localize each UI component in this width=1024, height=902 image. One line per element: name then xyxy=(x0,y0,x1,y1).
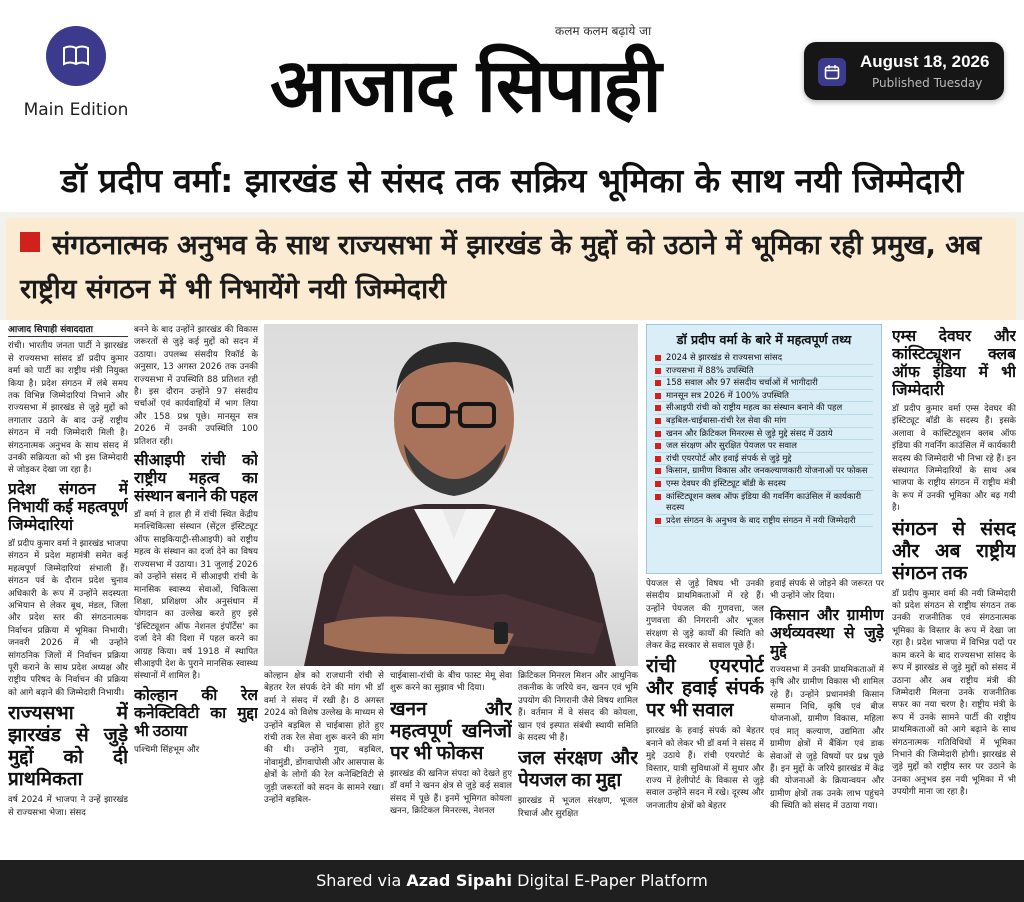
paragraph: वर्ष 2024 में भाजपा ने उन्हें झारखंड से राज्यसभा भेजा। संसद xyxy=(8,795,128,818)
byline: आजाद सिपाही संवाददाता xyxy=(8,324,128,337)
subheading: किसान और ग्रामीण अर्थव्यवस्था से जुड़े मुद्दे xyxy=(770,606,884,660)
fact-item: बड़बिल-चाईबासा-रांची रेल सेवा की मांग xyxy=(655,415,873,428)
fact-item: एम्स देवघर की इंस्टिट्यूट बॉडी के सदस्य xyxy=(655,478,873,491)
paragraph: झारखंड के हवाई संपर्क को बेहतर बनाने को लेकर भी डॉ वर्मा ने संसद में मुद्दे उठाये हैं। रांची एयरपोर्ट के विस्तार, यात्री सुविधाओं में सुधार और राज्य में हेलीपोर्ट के विकास से जुड़े सवाल उन्होंने सदन में रखे। दूरस्थ और जनजातीय क्षेत्रों को बेहतर xyxy=(646,726,764,811)
fact-item: रांची एयरपोर्ट और हवाई संपर्क से जुड़े मुद्दे xyxy=(655,453,873,466)
column-7 xyxy=(770,578,884,854)
paragraph: रांची। भारतीय जनता पार्टी ने झारखंड से राज्यसभा सांसद डॉ प्रदीप कुमार वर्मा को पार्टी का राष्ट्रीय मंत्री नियुक्त किया है। प्रदेश संगठन में लंबे समय तक विभिन्न जिम्मेदारियां निभाने और राज्यसभा में झारखंड से जुड़े मुद्दों को लगातार उठाने के बाद उन्हें राष्ट्रीय संगठन में नयी जिम्मेदारी मिली है। संगठनात्मक अनुभव के साथ संसद में उनकी सक्रियता को भी इस जिम्मेदारी से जोड़कर देखा जा रहा है। xyxy=(8,341,128,476)
column-5 xyxy=(518,670,638,854)
paragraph: पश्चिमी सिंहभूम और xyxy=(134,744,200,755)
masthead-tagline: कलम कलम बढ़ाये जा xyxy=(555,24,652,38)
calendar-icon xyxy=(818,58,846,86)
facts-list xyxy=(655,352,873,527)
fact-item: प्रदेश संगठन के अनुभव के बाद राष्ट्रीय संगठन में नयी जिम्मेदारी xyxy=(655,515,873,528)
paragraph: डॉ प्रदीप कुमार वर्मा ने झारखंड भाजपा संगठन में प्रदेश महामंत्री समेत कई महत्वपूर्ण जिम्मेदारियां संभाली हैं। संगठन पर्व के दौरान प्रदेश चुनाव अधिकारी के रूप में उन्होंने सदस्यता अभियान से लेकर बूथ, मंडल, जिला और प्रदेश स्तर की संगठनात्मक निर्वाचन प्रक्रिया में भूमिका निभायी। जनवरी 2026 में भी उन्होंने सांगठनिक जिलों में निर्वाचन प्रक्रिया पूरी कराने के साथ प्रदेश अध्यक्ष और राष्ट्रीय परिषद के निर्वाचन की प्रक्रिया को आगे बढ़ाने की जिम्मेदारी निभायी। xyxy=(8,538,128,698)
paragraph: डॉ वर्मा ने हाल ही में रांची स्थित केंद्रीय मनश्चिकित्सा संस्थान (सेंट्रल इंस्टिट्यूट ऑफ साइकियाट्री-सीआइपी) को राष्ट्रीय महत्व के संस्थान का दर्जा देने का विषय राज्यसभा में उठाया। 31 जुलाई 2026 को उन्होंने संसद में सीआइपी रांची के मानसिक स्वास्थ्य सेवाओं, चिकित्सा शिक्षा, प्रशिक्षण और अनुसंधान में योगदान का उल्लेख करते हुए इसे 'इंस्टिट्यूशन ऑफ नेशनल इंपॉर्टेंस' का दर्जा देने की दिशा में पहल करने का आग्रह किया। वर्ष 1918 में स्थापित सीआइपी देश के पुराने मानसिक स्वास्थ्य संस्थानों में शामिल है। xyxy=(134,510,258,682)
subheading: रांची एयरपोर्ट और हवाई संपर्क पर भी सवाल xyxy=(646,656,764,722)
subheading: जल संरक्षण और पेयजल का मुद्दा xyxy=(518,748,638,792)
paragraph: बनने के बाद उन्होंने झारखंड की विकास जरूरतों से जुड़े कई मुद्दों को सदन में उठाया। उपलब्ध संसदीय रिकॉर्ड के अनुसार, 13 अगस्त 2026 तक उनकी राज्यसभा में उपस्थिति 88 प्रतिशत रही है। इस दौरान उन्होंने 97 संसदीय चर्चाओं एवं कार्यवाहियों में भाग लिया और 158 प्रश्न पूछे। मानसून सत्र 2026 में उनकी उपस्थिति 100 प्रतिशत रही। xyxy=(134,325,258,447)
subheading: प्रदेश संगठन में निभायीं कई महत्वपूर्ण जिम्मेदारियां xyxy=(8,480,128,534)
subheading: कोल्हान की रेल कनेक्टिविटी का मुद्दा भी उठाया xyxy=(134,686,258,740)
fact-item: खनन और क्रिटिकल मिनरल्स से जुड़े मुद्दे संसद में उठाये xyxy=(655,428,873,441)
published-day: Published Tuesday xyxy=(872,76,983,90)
subheadline-box xyxy=(6,218,1016,320)
edition-selector[interactable] xyxy=(16,26,136,120)
fact-item: 2024 से झारखंड से राज्यसभा सांसद xyxy=(655,352,873,365)
book-open-icon[interactable] xyxy=(46,26,106,86)
header xyxy=(0,0,1024,150)
paragraph: डॉ प्रदीप कुमार वर्मा एम्स देवघर की इंस्टिट्यूट बॉडी के सदस्य हैं। इसके अलावा वे कांस्टिट्यूशन क्लब ऑफ इंडिया की गवर्निंग काउंसिल में कार्यकारी सदस्य की जिम्मेदारी भी निभा रहे हैं। इन संस्थागत जिम्मेदारियों के साथ अब भाजपा के राष्ट्रीय संगठन में राष्ट्रीय मंत्री के रूप में उनकी भूमिका और बढ़ गयी है। xyxy=(892,404,1016,514)
subheading: राज्यसभा में झारखंड से जुड़े मुद्दों को दी प्राथमिकता xyxy=(8,703,128,791)
footer-suffix: Digital E-Paper Platform xyxy=(517,871,708,890)
fact-item: मानसून सत्र 2026 में 100% उपस्थिति xyxy=(655,390,873,403)
column-6 xyxy=(646,578,764,854)
masthead xyxy=(270,20,750,130)
paragraph: चाईबासा-रांची के बीच फास्ट मेमू सेवा शुरू करने का सुझाव भी दिया। xyxy=(390,671,512,694)
fact-item: राज्यसभा में 88% उपस्थिति xyxy=(655,365,873,378)
masthead-title: आजाद सिपाही xyxy=(270,43,660,129)
fact-item: जल संरक्षण और सुरक्षित पेयजल पर सवाल xyxy=(655,440,873,453)
person-portrait-illustration xyxy=(264,324,638,666)
paragraph: डॉ प्रदीप कुमार वर्मा की नयी जिम्मेदारी को प्रदेश संगठन से राष्ट्रीय संगठन तक उनकी राजनीतिक एवं संगठनात्मक भूमिका के विस्तार के रूप में देखा जा रहा है। प्रदेश भाजपा में विभिन्न पदों पर काम करने के बाद राज्यसभा सांसद के रूप में झारखंड से जुड़े मुद्दों को संसद में उठाना और अब राष्ट्रीय मंत्री की जिम्मेदारी मिलना उनके राजनीतिक सफर का नया चरण है। राष्ट्रीय मंत्री के रूप में उनके सामने पार्टी की राष्ट्रीय प्राथमिकताओं को आगे बढ़ाने के साथ संगठनात्मक गतिविधियों में भूमिका निभाने की जिम्मेदारी होगी। झारखंड से जुड़े मुद्दों को राष्ट्रीय स्तर पर उठाने के उनका अनुभव इस नयी भूमिका में भी उपयोगी माना जा रहा है। xyxy=(892,588,1016,798)
date-text: August 18, 2026 xyxy=(860,52,990,71)
paragraph: क्रिटिकल मिनरल मिशन और आधुनिक तकनीक के जरिये वन, खनन एवं भूमि उपयोग की निगरानी जैसे विषय शामिल हैं। वर्तमान में वे संसद की कोयला, खान एवं इस्पात संबंधी स्थायी समिति के सदस्य भी हैं। xyxy=(518,671,638,744)
subheadline: संगठनात्मक अनुभव के साथ राज्यसभा में झारखंड के मुद्दों को उठाने में भूमिका रही प्रमुख, अब राष्ट्रीय संगठन में भी निभायेंगे नयी जिम्मेदारी xyxy=(20,230,982,305)
fact-item: किसान, ग्रामीण विकास और जनकल्याणकारी योजनाओं पर फोकस xyxy=(655,465,873,478)
column-8 xyxy=(892,324,1016,854)
column-1 xyxy=(8,324,128,854)
subheading: संगठन से संसद और अब राष्ट्रीय संगठन तक xyxy=(892,518,1016,584)
main-headline: डॉ प्रदीप वर्मा: झारखंड से संसद तक सक्रिय भूमिका के साथ नयी जिम्मेदारी xyxy=(0,150,1024,212)
red-square-bullet xyxy=(20,232,40,252)
footer-brand[interactable]: Azad Sipahi xyxy=(406,871,513,890)
subheading: सीआइपी रांची को राष्ट्रीय महत्व का संस्थान बनाने की पहल xyxy=(134,452,258,506)
column-3 xyxy=(264,670,384,854)
facts-box xyxy=(646,324,882,574)
portrait-photo xyxy=(264,324,638,666)
subheading: खनन और महत्वपूर्ण खनिजों पर भी फोकस xyxy=(390,698,512,764)
edition-label[interactable]: Main Edition xyxy=(23,100,129,120)
column-4 xyxy=(390,670,512,854)
paragraph: पेयजल से जुड़े विषय भी उनकी संसदीय प्राथमिकताओं में रहे हैं। उन्होंने पेयजल की गुणवत्ता, जल गुणवत्ता की निगरानी और भूजल संरक्षण से जुड़े कार्यों की स्थिति को लेकर केंद्र सरकार से सवाल पूछे हैं। xyxy=(646,579,764,652)
fact-item: कांस्टिट्यूशन क्लब ऑफ इंडिया की गवर्निंग काउंसिल में कार्यकारी सदस्य xyxy=(655,491,873,515)
fact-item: सीआइपी रांची को राष्ट्रीय महत्व का संस्थान बनाने की पहल xyxy=(655,402,873,415)
paragraph: हवाई संपर्क से जोड़ने की जरूरत पर भी उन्होंने जोर दिया। xyxy=(770,579,884,602)
fact-item: 158 सवाल और 97 संसदीय चर्चाओं में भागीदारी xyxy=(655,377,873,390)
paragraph: झारखंड की खनिज संपदा को देखते हुए डॉ वर्मा ने खनन क्षेत्र से जुड़े कई सवाल संसद में पूछे हैं। इनमें भूमिगत कोयला खनन, क्रिटिकल मिनरल्स, नेशनल xyxy=(390,768,512,817)
article-body xyxy=(0,320,1024,860)
column-2 xyxy=(134,324,258,854)
footer-prefix: Shared via xyxy=(316,871,402,890)
paragraph: झारखंड में भूजल संरक्षण, भूजल रिचार्ज और सुरक्षित xyxy=(518,796,638,819)
date-badge[interactable] xyxy=(804,42,1004,100)
paragraph: राज्यसभा में उनकी प्राथमिकताओं में कृषि और ग्रामीण विकास भी शामिल रहे हैं। उन्होंने प्रधानमंत्री किसान सम्मान निधि, कृषि एवं बीज योजनाओं, ग्रामीण विकास, महिला एवं मातृ कल्याण, उद्यमिता और ग्रामीण क्षेत्रों में बैंकिंग एवं डाक सेवाओं से जुड़े विषयों पर प्रश्न पूछे हैं। इन मुद्दों के जरिये झारखंड में केंद्र की योजनाओं के क्रियान्वयन और ग्रामीण क्षेत्रों तक उनके लाभ पहुंचने की स्थिति को संसद में उठाया गया। xyxy=(770,664,884,812)
footer-bar xyxy=(0,860,1024,902)
subheading: एम्स देवघर और कांस्टिट्यूशन क्लब ऑफ इंडिया में भी जिम्मेदारी xyxy=(892,328,1016,399)
facts-box-title: डॉ प्रदीप वर्मा के बारे में महत्वपूर्ण तथ्य xyxy=(676,332,852,347)
paragraph: कोल्हान क्षेत्र को राजधानी रांची से बेहतर रेल संपर्क देने की मांग भी डॉ वर्मा ने संसद में रखी है। 8 अगस्त 2024 को विशेष उल्लेख के माध्यम से उन्होंने बड़बिल से चाईबासा होते हुए रांची तक रेल सेवा शुरू करने की मांग की थी। उन्होंने गुवा, बड़बिल, नोवामुंडी, डोंगवापोसी और आसपास के क्षेत्रों के लोगों की रेल कनेक्टिविटी से जुड़ी जरूरतों को सदन के सामने रखा। उन्होंने बड़बिल- xyxy=(264,671,384,806)
